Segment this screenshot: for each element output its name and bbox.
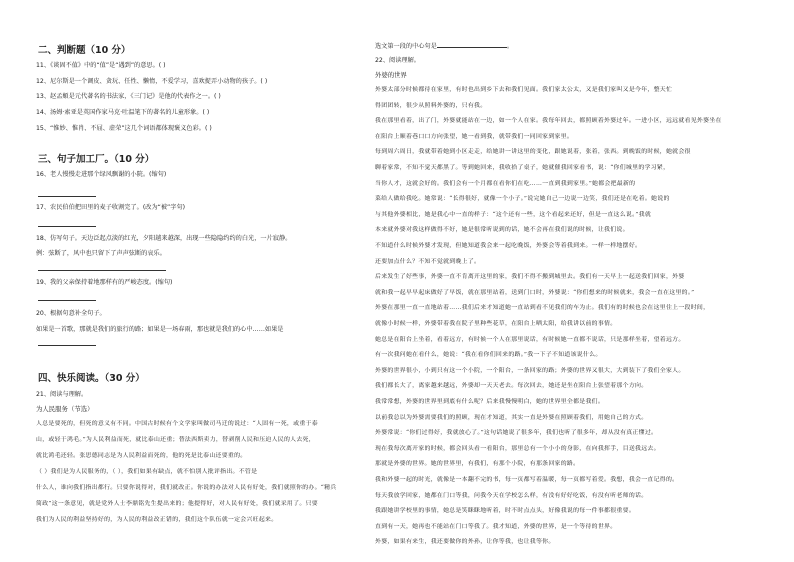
question-19: 19、我的父亲保持着地那样有的严峻态度。(缩句) [36, 279, 173, 286]
question-21: 21、阅读与理解。 [36, 391, 88, 398]
passage-line-3: 就比鸿毛还轻。张思德同志是为人民利益而死的，他的死是比泰山还要重的。 [36, 453, 247, 459]
reading-line: 本来就外婆对我这样做得不好，她是很常听说到的话，她不会再在我们说的时候，让我们说。 [375, 227, 629, 234]
central-sentence-blank[interactable] [437, 41, 507, 48]
reading-line: 我在那里看着，出了门，外婆就能站在一边，如一个人在家。我每年回去，都照顾着外婆过年。一进小区，远远就看见外婆坐在 [375, 118, 722, 125]
question-20-text: 如果是一首歌，那就是我们的旅行的路；如果是一场春雨，那也就是我们的心中……如果是 [36, 326, 284, 333]
reading-line: 直到有一天，她再也不能站在门口等我了。我才知道，外婆的世界，是一个等待的世界。 [375, 523, 617, 530]
passage-line-6: 简政”这一条意见，就是党外人士李鼎铭先生提出来的；他提得好，对人民有好处，我们就采用了。只要 [36, 501, 318, 507]
reading-line: 我跟她讲学校里的事情，她总是笑眯眯地听着，时不时点点头，好像我说的每一件事都很重要。 [375, 508, 636, 515]
question-13: 13、赵孟頫是元代著名的书法家，《三门记》是他的代表作之一。( ) [36, 93, 221, 100]
reading-line: 菜给人做给我吃。她常说：“长得很好，就像一个小子。”说完她自己一边说一边笑，我们还是在吃着。她说的 [375, 196, 670, 203]
section3-title: 三、句子加工厂。（10 分） [38, 154, 155, 165]
reading-line: 就像小时候一样，外婆带着我在院子里种些花草，在阳台上晒太阳，给我讲以前的事情。 [375, 321, 617, 327]
reading-line: 每天我放学回家，她都在门口等我，问我今天在学校怎么样，有没有好好吃饭，有没有听老师的话。 [375, 492, 648, 499]
section2-title: 二、判断题（10 分） [38, 45, 131, 56]
passage-line-1: 人总是要死的，但死的意义有不同。中国古时候有个文学家叫做司马迁的说过：“人固有一死，或重于泰 [36, 421, 318, 427]
central-sentence-label: 选文第一段的中心句是 [375, 43, 437, 50]
reading-line: 外婆的世界很小，小到只有这一个小院，一个阳台，一条回家的路；外婆的世界又很大，大到装下了我们全家人。 [375, 367, 685, 374]
reading-line: 外婆太部分时候都待在家里，有时也出到乡下去和我们见面。我们家太公太，又是我们家叫又是今年，整天忙 [375, 87, 673, 93]
reading-line: 外婆常说：“你们过得好，我就放心了。”这句话她说了很多年，我们也听了很多年，却从没有真正懂过。 [375, 430, 658, 437]
reading-line: 与其他外婆相比，她是我心中一直的样子：“这个还有一些，这个看起来还好，但是一直这么说。”我就 [375, 211, 652, 218]
reading-line: 外婆在那里一直一直地站着……我们后来才知道她一直站到看不见我们的车为止。我们有的时候也会在这里住上一段时间， [375, 305, 710, 312]
reading-line: 我们都长大了，离家越来越远，外婆却一天天老去。每次回去，她还是坐在阳台上张望着那个方向。 [375, 383, 648, 390]
question-16: 16、老人慢慢走进那个绿风飘谢的小院。(缩句) [36, 171, 167, 178]
reading-line: 我和外婆一起的时光，就像是一本翻不完的书，每一页都写着温暖，每一页都写着爱。我想，我会一直记得的。 [375, 477, 679, 483]
reading-line: 我常常想，外婆的世界里到底有什么呢？后来我慢慢明白，她的世界里全都是我们。 [375, 399, 605, 405]
question-22: 22、阅读理解。 [375, 57, 420, 64]
passage-line-4: （ ）我们是为人民服务的，（ ），我们如果有缺点，就不怕别人批评指出。不管是 [36, 469, 258, 475]
central-sentence-prompt [375, 41, 513, 51]
question-11: 11、《谈固不值》中的“值”是“遇到”的意思。( ) [36, 62, 166, 69]
reading-line: 还要加点什么？不知不觉就到晚上了。 [375, 258, 481, 265]
passage-line-5: 什么人，谁向我们指出都行。只要你说得对，我们就改正。你说的办法对人民有好处，我们就照你的办。“精兵 [36, 485, 337, 491]
central-sentence-period: 。 [506, 43, 514, 50]
reading-line: 每到周六周日，我就带着她到小区走走，给她讲一讲这里的变化，跟她说着，张着，张西。到晚饭的时候，她就会很 [375, 149, 691, 156]
question-18: 18、仿写句子。天边泛起点淡的红光，夕阳越来越深，出现一些隐隐约约的白光，一片寂静。 [36, 235, 292, 242]
question-15: 15、“惟妙、惟肖、不屈、虚荣”这几个词语都体现褒义色彩。( ) [36, 125, 212, 132]
answer-line-20[interactable] [38, 345, 96, 346]
passage-line-7: 我们为人民的利益坚持好的，为人民的利益改正错的，我们这个队伍就一定会兴旺起来。 [36, 517, 278, 523]
passage-title: 为人民服务（节选） [36, 405, 94, 413]
question-18-example: 例：弦断了，风中也只留下了声声弦断的哀乐。 [36, 250, 166, 257]
answer-line-19[interactable] [38, 300, 96, 301]
question-17: 17、农民伯伯把田里的麦子收割完了。(改为“被”字句) [36, 204, 186, 211]
reading-line: 她总是在阳台上坐着，看着远方，有时候一个人在那里说话，有时候她一直都不说话，只是那样坐着，望着远方。 [375, 336, 685, 343]
answer-line-16[interactable] [38, 196, 96, 197]
section4-title: 四、快乐阅读。（30 分） [38, 373, 145, 384]
reading-line: 有一次我问她在看什么，她说：“我在看你们回来的路。”我一下子不知道该说什么。 [375, 352, 602, 359]
question-12: 12、尼尔斯是一个调皮、贪玩、任性、懒惰，不爱学习，喜欢捉弄小动物的孩子。( ) [36, 78, 268, 85]
reading-line: 以前我总以为外婆需要我们的照顾，现在才知道，其实一直是外婆在照顾着我们，用她自己的方式。 [375, 414, 648, 421]
question-14: 14、汤姆·索亚是英国作家马克·吐温笔下的著名的儿童形象。( ) [36, 109, 210, 116]
reading-line: 聊着家常，不知不觉天都黑了。等到她回来，我收拾了桌子，她就催我回家看书，说：“你们城里的学习紧， [375, 165, 670, 171]
reading-line: 在阳台上顺着巷口口方向张望，她一看到我，就带我们一同回家到家里。 [375, 133, 574, 140]
passage-line-2: 山，或轻于鸿毛。”为人民利益而死，就比泰山还重；替法西斯卖力，替剥削人民和压迫人民的人去死， [36, 437, 315, 443]
reading-line: 后来发生了好些事，外婆一直不肯离开这里的家，我们不得不搬到城里去。我们有一天早上一起送我们回家，外婆 [375, 274, 685, 281]
question-20: 20、根据句意补全句子。 [36, 310, 106, 317]
reading-line: 那就是外婆的世界。她的世界里，有我们，有那个小院，有那条回家的路。 [375, 461, 580, 468]
reading-line: 外婆，如果有来生，我还要做你的外孙，让你等我，也让我等你。 [375, 539, 555, 546]
reading-line: 现在我每次离开家的时候，都会回头看一看阳台，那里总有一个小小的身影，在向我挥手，目送我远去。 [375, 445, 660, 452]
answer-line-17[interactable] [38, 226, 96, 227]
reading-line: 不知道什么时候外婆才发现，但她知道我会来一起吃晚饭，外婆会等着我到来。一样一样地摆好。 [375, 243, 642, 249]
reading-line: 就和我一起早早起床做好了早饭，就在那里站着，送到门口时，外婆说：“你们想来的时候就来，我会一直在这里的。” [375, 289, 695, 296]
reading-line: 得团团转，很少从照料外婆的，只有我。 [375, 102, 487, 109]
reading-line: 当你人才，这就会好的。我们会有一个月都在看你们在吃……一直到我到家里。”她都会把最新的 [375, 180, 636, 187]
answer-line-18[interactable] [38, 270, 166, 271]
reading-title: 外婆的世界 [375, 71, 407, 79]
